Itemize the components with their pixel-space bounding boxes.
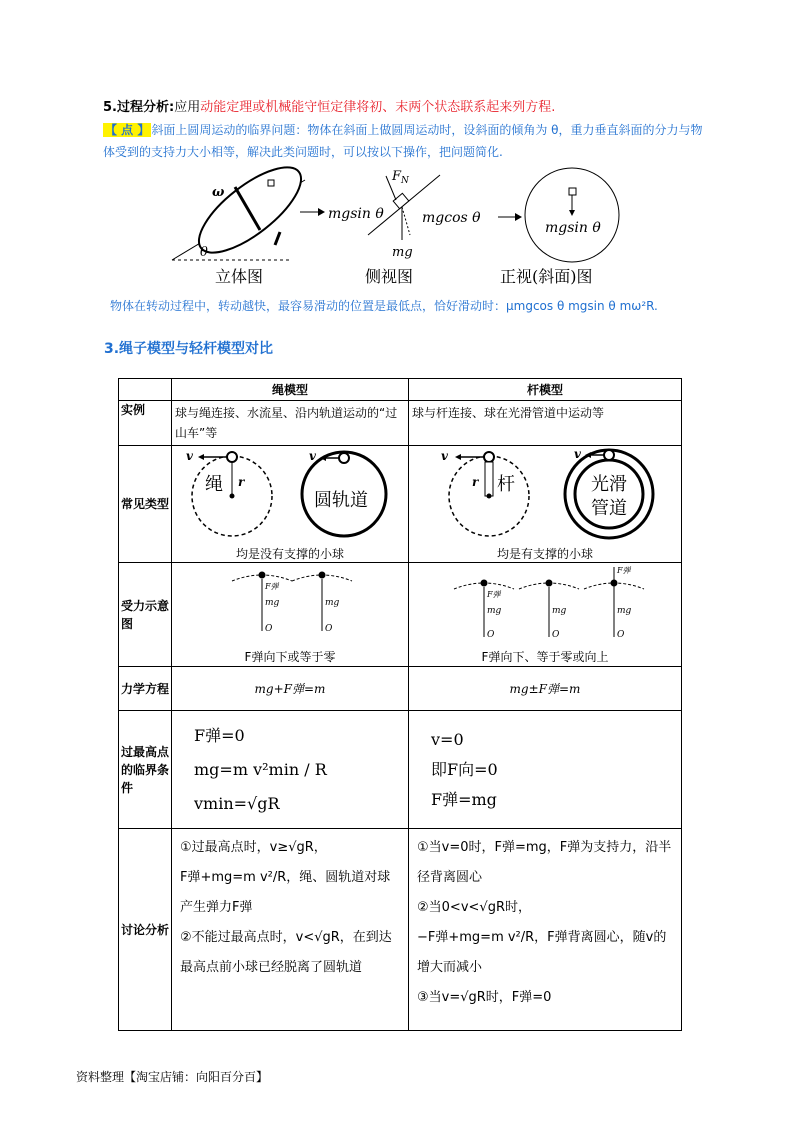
rod-disc-2: ②当0<v<√gR时， [417, 900, 531, 915]
svg-text:mg: mg [487, 605, 502, 616]
rope-disc-1: ①过最高点时，v≥√gR， [180, 840, 327, 855]
rod-label: 杆 [497, 474, 515, 495]
front-mgsin-label: mgsin θ [545, 220, 601, 236]
mgcos-label: mgcos θ [422, 210, 481, 226]
tip-text: 斜面上圆周运动的临界问题：物体在斜面上做圆周运动时，设斜面的倾角为 θ，重力垂直斜面的分力与物体受到的支持力大小相等，解决此类问题时，可以按以下操作，把问题简化. [103, 123, 703, 159]
rod-disc-4: ③当v=√gR时，F弹=0 [417, 990, 552, 1005]
pipe-label: 管道 [591, 498, 627, 519]
rod-force-caption: F弹向下、等于零或向上 [481, 649, 609, 664]
rod-crit-cell [409, 711, 682, 829]
omega-label: ω [212, 185, 225, 200]
svg-text:mg: mg [552, 605, 567, 616]
rope-label: 绳 [205, 474, 223, 495]
circular-track-label: 圆轨道 [314, 490, 368, 511]
caption-front: 正视(斜面)图 [500, 267, 593, 286]
rod-disc-3: −F弹+mg=m v²/R，F弹背离圆心，随v的增大而减小 [417, 930, 667, 975]
section5-line [103, 96, 555, 115]
footer: 资料整理【淘宝店铺：向阳百分百】 [76, 1070, 269, 1084]
figure-3d-view [172, 160, 314, 286]
rope-example: 球与绳连接、水流星、沿内轨道运动的“过山车”等 [172, 401, 409, 446]
rope-r-label: r [238, 475, 245, 489]
figure-front-view [500, 168, 619, 286]
rope-crit-3: vmin=√gR [194, 793, 280, 813]
col-rope: 绳模型 [172, 379, 409, 401]
svg-text:v: v [574, 447, 581, 461]
rope-crit-2: mg=m v²min / R [194, 759, 327, 779]
section5-label: 5.过程分析: [103, 100, 175, 115]
smooth-label: 光滑 [591, 474, 627, 495]
tip-tag: 【 点 】 [105, 123, 150, 137]
svg-text:mg: mg [265, 597, 280, 608]
rope-types-cell [172, 446, 409, 563]
rod-disc-cell [409, 829, 682, 1031]
rope-v-label: v [186, 449, 193, 463]
rod-example: 球与杆连接、球在光滑管道中运动等 [409, 401, 682, 446]
rope-force-cell [172, 563, 409, 667]
rope-eq: mg+F弹=m [172, 667, 409, 711]
rod-types-diagram [409, 446, 681, 542]
heading-3: 3.绳子模型与轻杆模型对比 [104, 341, 274, 357]
svg-text:F弹: F弹 [617, 565, 631, 575]
svg-text:O: O [552, 629, 560, 640]
comparison-table [118, 378, 682, 1031]
tip-paragraph [103, 119, 703, 163]
svg-text:v: v [441, 449, 448, 463]
rope-crit-cell [172, 711, 409, 829]
rod-eq: mg±F弹=m [409, 667, 682, 711]
rope-disc-cell [172, 829, 409, 1031]
rod-force-cell [409, 563, 682, 667]
section5-highlight: 动能定理或机械能守恒定律将初、末两个状态联系起来列方程. [200, 100, 556, 115]
rod-disc-1: ①当v=0时，F弹=mg，F弹为支持力，沿半径背离圆心 [417, 840, 672, 885]
rope-crit-1: F弹=0 [194, 725, 245, 745]
rod-crit-1: v=0 [431, 729, 464, 749]
row-crit: 过最高点的临界条件 [119, 711, 172, 829]
svg-text:r: r [472, 475, 479, 489]
rope-disc-2: F弹+mg=m v²/R，绳、圆轨道对球产生弹力F弹 [180, 870, 391, 915]
caption-3d: 立体图 [215, 267, 264, 286]
row-disc: 讨论分析 [119, 829, 172, 1031]
figure-side-view [365, 169, 481, 286]
arrow1-label: mgsin θ [328, 206, 384, 222]
rod-types-caption: 均是有支撑的小球 [496, 547, 593, 561]
row-eq: 力学方程 [119, 667, 172, 711]
svg-text:O: O [265, 623, 273, 634]
rope-types-diagram [172, 446, 408, 542]
mg-label: mg [392, 245, 413, 260]
svg-text:F弹: F弹 [487, 589, 501, 599]
section5-prefix: 应用 [174, 100, 201, 115]
row-example: 实例 [119, 401, 172, 446]
rope-force-diagram [172, 565, 408, 645]
svg-text:v: v [309, 449, 316, 463]
rod-force-diagram [409, 565, 681, 645]
rod-crit-2: 即F向=0 [431, 759, 498, 779]
svg-text:F弹: F弹 [265, 581, 279, 591]
tip2: 物体在转动过程中，转动越快，最容易滑动的位置是最低点，恰好滑动时：μmgcos θ mgsin θ mω²R. [110, 299, 658, 313]
fn-label: $F_N$ [392, 169, 409, 186]
col-rod: 杆模型 [409, 379, 682, 401]
svg-text:mg: mg [617, 605, 632, 616]
rope-types-caption: 均是没有支撑的小球 [235, 547, 344, 561]
svg-text:O: O [325, 623, 333, 634]
rod-types-cell [409, 446, 682, 563]
svg-text:O: O [617, 629, 625, 640]
row-force: 受力示意图 [119, 563, 172, 667]
rod-crit-3: F弹=mg [431, 789, 497, 809]
svg-text:O: O [487, 629, 495, 640]
theta-label: θ [200, 245, 208, 260]
caption-side: 侧视图 [365, 267, 414, 286]
rope-disc-3: ②不能过最高点时，v<√gR，在到达最高点前小球已经脱离了圆轨道 [180, 930, 392, 975]
row-types: 常见类型 [119, 446, 172, 563]
svg-text:mg: mg [325, 597, 340, 608]
incline-figure [160, 160, 620, 295]
rope-force-caption: F弹向下或等于零 [244, 649, 336, 664]
